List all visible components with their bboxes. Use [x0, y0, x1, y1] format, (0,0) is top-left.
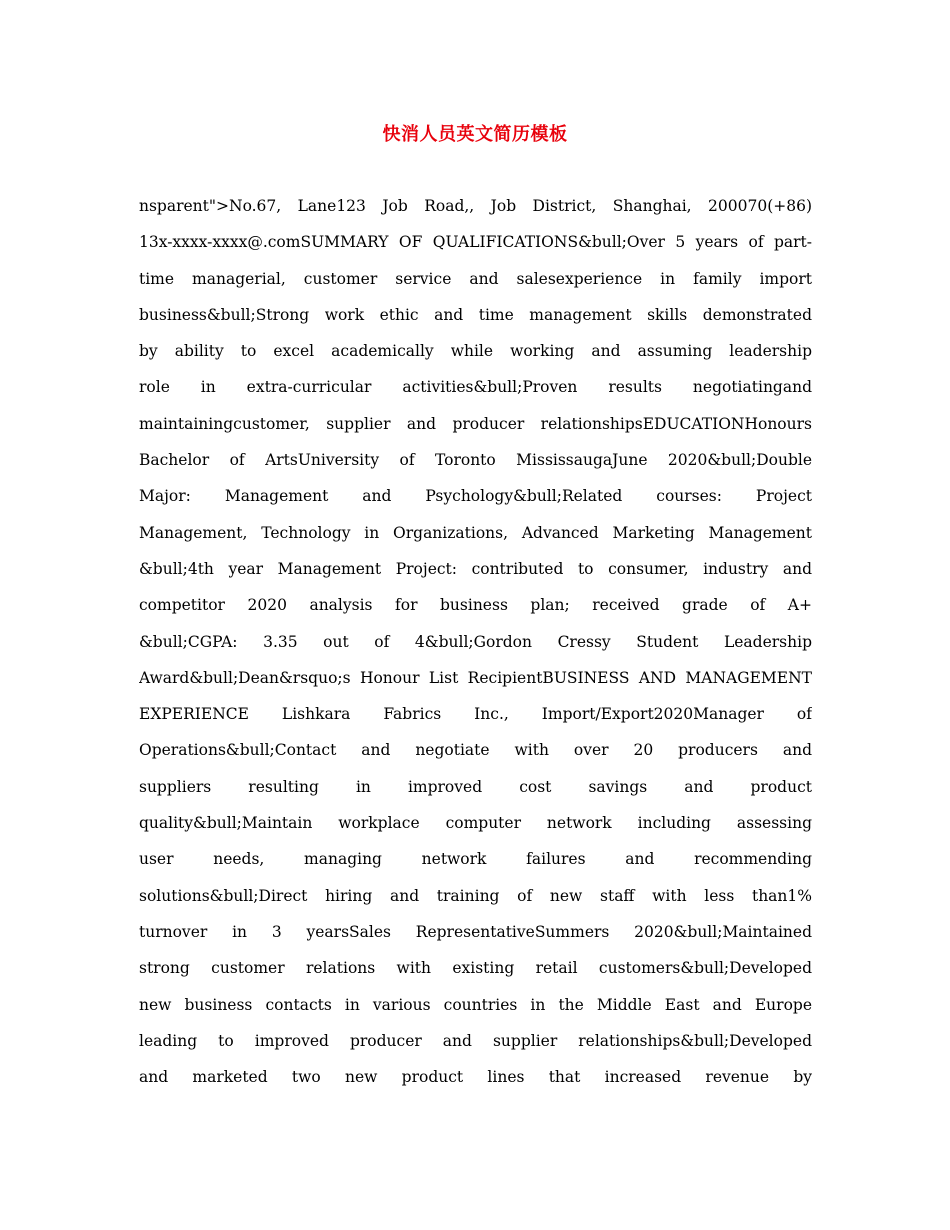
body-line: EXPERIENCE Lishkara Fabrics Inc., Import/Export2020Manager of [139, 705, 812, 724]
body-line: competitor 2020 analysis for business plan; received grade of A+ [139, 596, 812, 615]
body-line: suppliers resulting in improved cost savings and product [139, 777, 812, 796]
document-body [139, 188, 812, 1095]
body-line: user needs, managing network failures and recommending [139, 850, 812, 869]
body-line: Major: Management and Psychology&bull;Related courses: Project [139, 487, 812, 506]
body-line: Operations&bull;Contact and negotiate with over 20 producers and [139, 741, 812, 760]
body-line: Management, Technology in Organizations, Advanced Marketing Management [139, 523, 812, 542]
body-line: time managerial, customer service and salesexperience in family import [139, 269, 812, 288]
body-line: quality&bull;Maintain workplace computer network including assessing [139, 814, 812, 833]
body-line: solutions&bull;Direct hiring and training of new staff with less than1% [139, 886, 812, 905]
body-line: 13x-xxxx-xxxx@.comSUMMARY OF QUALIFICATIONS&bull;Over 5 years of part- [139, 233, 812, 252]
body-line: Award&bull;Dean&rsquo;s Honour List RecipientBUSINESS AND MANAGEMENT [139, 668, 812, 687]
body-line: leading to improved producer and supplier relationships&bull;Developed [139, 1031, 812, 1050]
body-line: role in extra-curricular activities&bull;Proven results negotiatingand [139, 378, 812, 397]
body-line: &bull;4th year Management Project: contributed to consumer, industry and [139, 559, 812, 578]
body-line: business&bull;Strong work ethic and time management skills demonstrated [139, 305, 812, 324]
body-line: Bachelor of ArtsUniversity of Toronto MississaugaJune 2020&bull;Double [139, 451, 812, 470]
body-line: and marketed two new product lines that increased revenue by [139, 1068, 812, 1087]
body-line: by ability to excel academically while working and assuming leadership [139, 342, 812, 361]
body-line: strong customer relations with existing retail customers&bull;Developed [139, 959, 812, 978]
body-line: maintainingcustomer, supplier and producer relationshipsEDUCATIONHonours [139, 414, 812, 433]
body-line: &bull;CGPA: 3.35 out of 4&bull;Gordon Cressy Student Leadership [139, 632, 812, 651]
body-line: new business contacts in various countries in the Middle East and Europe [139, 995, 812, 1014]
document-title: 快消人员英文简历模板 [382, 124, 568, 145]
body-line: nsparent">No.67, Lane123 Job Road,, Job District, Shanghai, 200070(+86) [139, 197, 812, 215]
body-line: turnover in 3 yearsSales RepresentativeSummers 2020&bull;Maintained [139, 922, 812, 941]
